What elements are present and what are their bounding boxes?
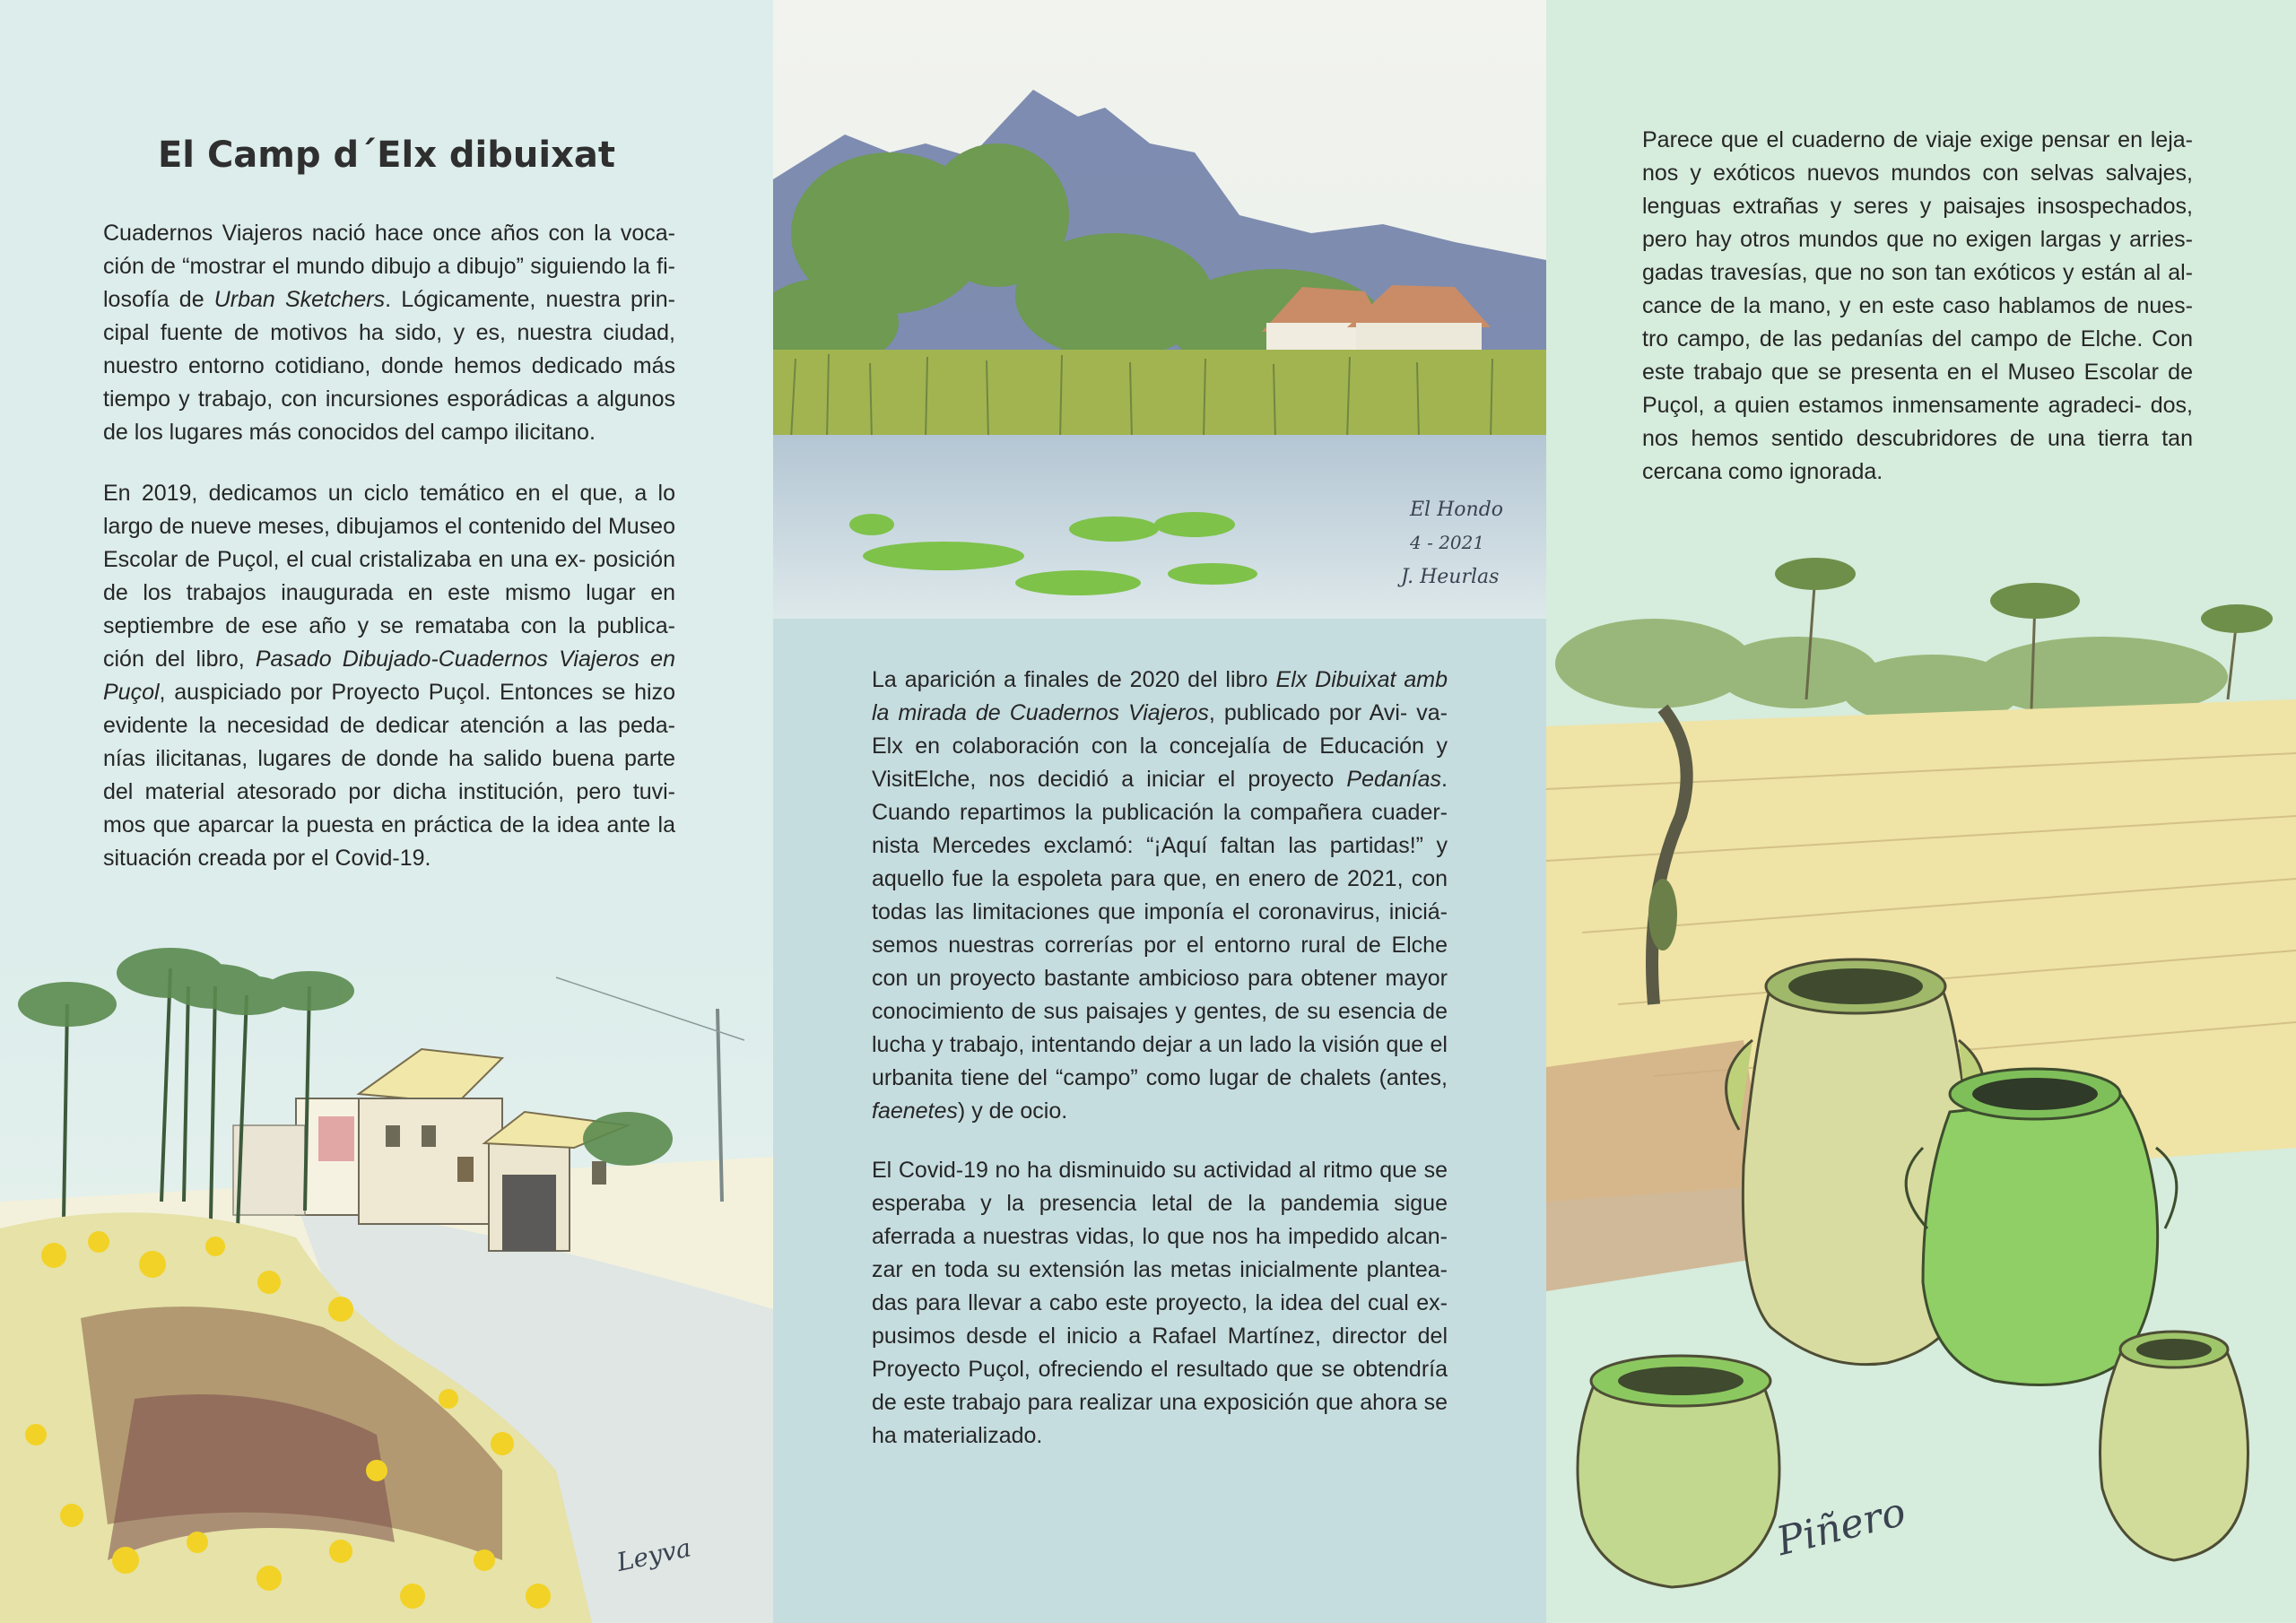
painting-location: El Hondo	[1410, 499, 1504, 521]
right-column	[1546, 0, 2296, 1623]
history-paragraph: En 2019, dedicamos un ciclo temático en el que, a lo largo de nueve meses, dibujamos el contenido del Museo Escolar de Puçol, el cual cristalizaba en una ex- posición de los trabajos inaugurada en este mismo lugar en septiembre de ese año y se remataba con la publica- ción del libro, Pasado Dibujado-Cuadernos Viajeros en Puçol, auspiciado por Proyecto Puçol. Entonces se hizo evidente la necesidad de dedicar atención a las peda- nías ilicitanas, lugares de donde ha salido buena parte del material atesorado por dicha institución, pero tuvi- mos que aparcar la puesta en práctica de la idea ante la situación creada por el Covid-19.	[103, 481, 675, 871]
painting-signature: Leyva	[613, 1532, 694, 1577]
left-column	[0, 0, 773, 1623]
page-title: El Camp d´Elx dibuixat	[157, 135, 616, 176]
lagoon-painting	[773, 0, 1546, 619]
project-paragraph: La aparición a finales de 2020 del libro Elx Dibuixat amb la mirada de Cuadernos Viajeros, publicado por Avi- va-Elx en colaboración con la concejalía de Educación y VisitElche, nos decidió a iniciar el proyecto Pedanías. Cuando repartimos la publicación la compañera cuader- nista Mercedes exclamó: “¡Aquí faltan las partidas!” y aquello fue la espoleta para que, en enero de 2021, con todas las limitaciones que imponía el coronavirus, iniciá- semos nuestras correrías por el entorno rural de Elche con un proyecto bastante ambicioso para obtener mayor conocimiento de sus paisajes y gentes, de su esencia de lucha y trabajo, intentando dejar a un lado la visión que el urbanita tiene del “campo” como lugar de chalets (antes, faenetes) y de ocio.	[872, 667, 1448, 1124]
middle-column	[773, 0, 1546, 1623]
clay-jars-painting	[1546, 520, 2296, 1623]
closing-paragraph: Parece que el cuaderno de viaje exige pensar en leja- nos y exóticos nuevos mundos con selvas salvajes, lenguas extrañas y seres y paisajes insospechados, pero hay otros mundos que no exigen largas y arries- gadas travesías, que no son tan exóticos y están al al- cance de la mano, y en este caso hablamos de nues- tro campo, de las pedanías del campo de Elche. Con este trabajo que se presenta en el Museo Escolar de Puçol, a quien estamos inmensamente agradeci- dos, nos hemos sentido descubridores de una tierra tan cercana como ignorada.	[1642, 127, 2194, 484]
painting-date: 4 - 2021	[1410, 532, 1485, 553]
covid-paragraph: El Covid-19 no ha disminuido su actividad al ritmo que se esperaba y la presencia letal de la pandemia sigue aferrada a nuestras vidas, lo que nos ha impedido alcan- zar en toda su extensión las metas inicialmente plantea- das para llevar a cabo este proyecto, la idea del cual ex- pusimos desde el inicio a Rafael Martínez, director del Proyecto Puçol, ofreciendo el resultado que se obtendría de este trabajo para realizar una exposición que ahora se ha materializado.	[872, 1158, 1448, 1448]
intro-paragraph: Cuadernos Viajeros nació hace once años con la voca- ción de “mostrar el mundo dibujo a dibujo” siguiendo la fi- losofía de Urban Sketchers. Lógicamente, nuestra prin- cipal fuente de motivos ha sido, y es, nuestra ciudad, nuestro entorno cotidiano, donde hemos dedicado más tiempo y trabajo, con incursiones esporádicas a algunos de los lugares más conocidos del campo ilicitano.	[103, 221, 675, 445]
clay-jar-small-left	[1578, 1356, 1779, 1587]
clay-jar-small-right	[2100, 1332, 2248, 1560]
farmhouse-painting	[0, 933, 773, 1623]
painting-signature: Piñero	[1772, 1488, 1910, 1566]
painting-signature: J. Heurlas	[1401, 566, 1500, 588]
